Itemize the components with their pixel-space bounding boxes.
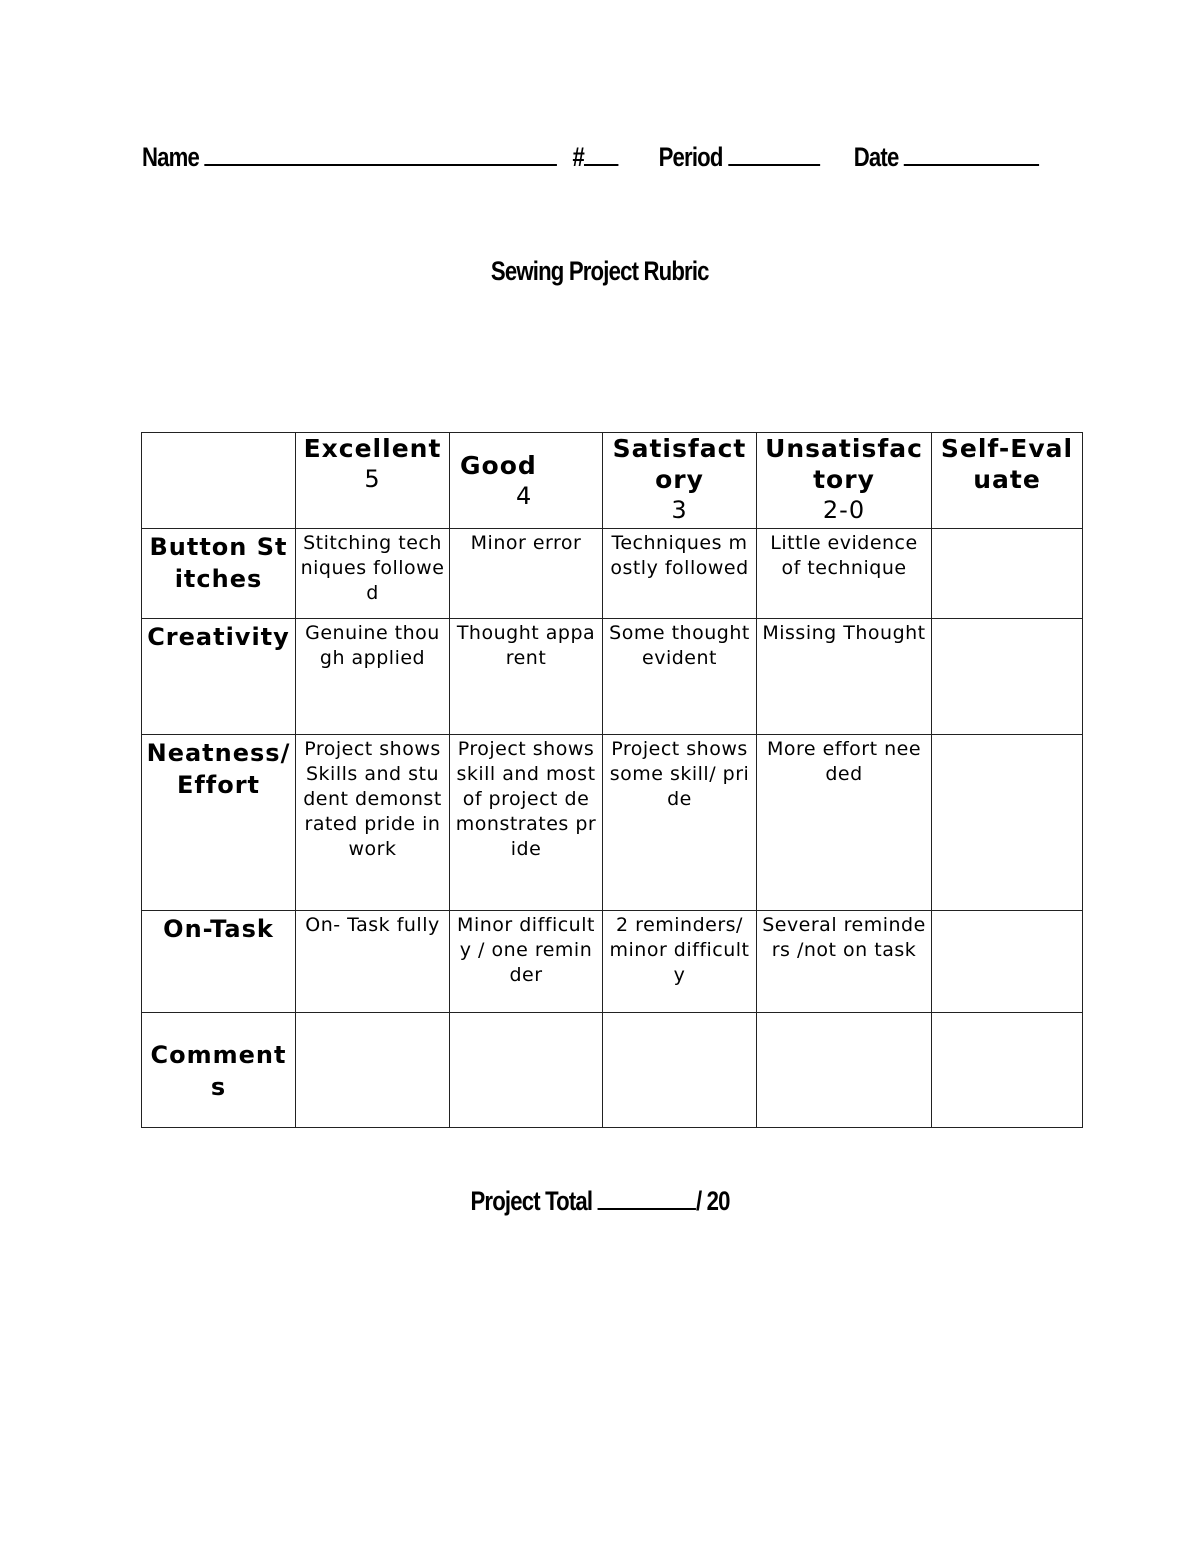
- cell-self-evaluate[interactable]: [932, 911, 1083, 1013]
- cell-self-evaluate[interactable]: [932, 619, 1083, 735]
- row-label-button-stitches: Button Stitches: [142, 529, 296, 619]
- cell-satisfactory: Techniques mostly followed: [603, 529, 757, 619]
- row-label-on-task: On-Task: [142, 911, 296, 1013]
- table-row: [142, 911, 1083, 1013]
- cell-comment[interactable]: [296, 1013, 450, 1128]
- column-header-satisfactory: Satisfactory 3: [603, 433, 757, 529]
- cell-excellent: On- Task fully: [296, 911, 450, 1013]
- date-blank[interactable]: [904, 140, 1039, 166]
- corner-cell: [142, 433, 296, 529]
- student-info-line: [142, 140, 899, 180]
- cell-excellent: Genuine though applied: [296, 619, 450, 735]
- cell-good: Thought apparent: [450, 619, 603, 735]
- project-total-max: / 20: [695, 1186, 730, 1216]
- row-label-creativity: Creativity: [142, 619, 296, 735]
- project-total-label: Project Total: [470, 1186, 593, 1216]
- cell-good: Project shows skill and most of project demonstrates pride: [450, 735, 603, 911]
- cell-good: Minor error: [450, 529, 603, 619]
- name-blank[interactable]: [204, 140, 557, 166]
- project-total-blank[interactable]: [598, 1184, 696, 1210]
- table-row: [142, 529, 1083, 619]
- cell-comment[interactable]: [932, 1013, 1083, 1128]
- column-header-good: Good 4: [450, 433, 603, 529]
- number-blank[interactable]: [584, 140, 618, 166]
- cell-satisfactory: 2 reminders/ minor difficulty: [603, 911, 757, 1013]
- column-header-excellent: Excellent 5: [296, 433, 450, 529]
- row-label-neatness-effort: Neatness/ Effort: [142, 735, 296, 911]
- number-label: #: [572, 142, 585, 172]
- project-total: [0, 1184, 1200, 1217]
- cell-satisfactory: Project shows some skill/ pride: [603, 735, 757, 911]
- cell-comment[interactable]: [450, 1013, 603, 1128]
- period-field[interactable]: [659, 140, 820, 173]
- cell-comment[interactable]: [603, 1013, 757, 1128]
- cell-unsatisfactory: More effort needed: [757, 735, 932, 911]
- cell-comment[interactable]: [757, 1013, 932, 1128]
- column-header-unsatisfactory: Unsatisfactory 2-0: [757, 433, 932, 529]
- page-title: Sewing Project Rubric: [491, 256, 709, 286]
- cell-excellent: Project shows Skills and student demonstrated pride in work: [296, 735, 450, 911]
- cell-self-evaluate[interactable]: [932, 529, 1083, 619]
- period-blank[interactable]: [728, 140, 820, 166]
- date-field[interactable]: [854, 140, 1039, 173]
- cell-excellent: Stitching techniques followed: [296, 529, 450, 619]
- name-label: Name: [142, 142, 200, 172]
- period-label: Period: [658, 142, 723, 172]
- cell-unsatisfactory: Missing Thought: [757, 619, 932, 735]
- table-row: [142, 1013, 1083, 1128]
- cell-satisfactory: Some thought evident: [603, 619, 757, 735]
- rubric-table: [141, 432, 1083, 1128]
- header-row: [142, 433, 1083, 529]
- number-field[interactable]: [573, 140, 619, 173]
- name-field[interactable]: [142, 140, 557, 173]
- column-header-self-evaluate: Self-Evaluate: [932, 433, 1083, 529]
- row-label-comments: Comments: [142, 1013, 296, 1128]
- table-row: [142, 735, 1083, 911]
- table-row: [142, 619, 1083, 735]
- cell-self-evaluate[interactable]: [932, 735, 1083, 911]
- cell-good: Minor difficulty / one reminder: [450, 911, 603, 1013]
- cell-unsatisfactory: Little evidence of technique: [757, 529, 932, 619]
- date-label: Date: [853, 142, 899, 172]
- cell-unsatisfactory: Several reminders /not on task: [757, 911, 932, 1013]
